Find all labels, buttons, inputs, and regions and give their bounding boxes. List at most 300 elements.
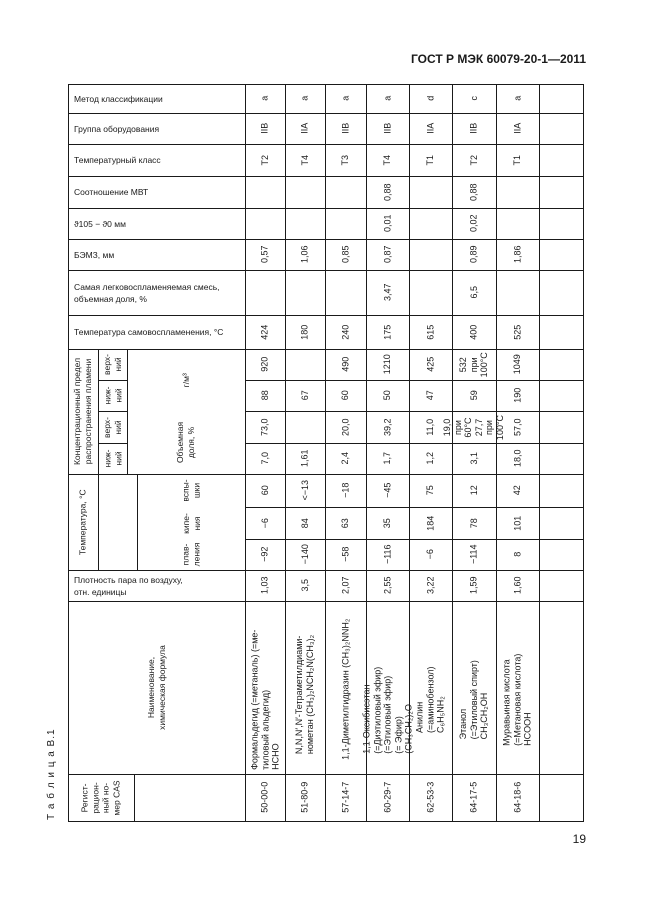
cell-value: 3,47 [382, 283, 393, 302]
header-temperature-text: Температура, °C [77, 489, 88, 555]
cell-melt [325, 539, 366, 570]
cell-bemz [496, 239, 539, 270]
cell-gm3-upper [366, 349, 409, 380]
header-flash-text [181, 479, 202, 501]
text-line: 19,0 [442, 418, 453, 436]
cell-temp-class [452, 144, 496, 176]
text-line: ний [112, 451, 123, 466]
cell-flash [285, 474, 325, 507]
cell-mix [366, 270, 409, 315]
cell-value: a [259, 95, 270, 102]
cell-temp-class [366, 144, 409, 176]
cell-method [409, 84, 452, 113]
text-line: ниж- [102, 386, 112, 405]
cell-value: 1,03 [259, 576, 270, 595]
cell-gm3-upper [409, 349, 452, 380]
cell-flash [245, 474, 285, 507]
cell-boil [245, 507, 285, 539]
header-boil-text [180, 513, 201, 534]
text-line: (=Диэтиловый эфир) [371, 666, 382, 754]
cell-bemz [285, 239, 325, 270]
cell-value: 64-18-6 [512, 781, 523, 814]
cell-gm3-upper [245, 349, 285, 380]
cell-value: 78 [468, 517, 479, 529]
header-cas-text [80, 780, 122, 815]
cell-bemz [325, 239, 366, 270]
cell-density [452, 570, 496, 601]
cell-gm3-lower [496, 380, 539, 411]
cell-gm3-lower [409, 380, 452, 411]
cell-value: 101 [512, 515, 523, 531]
cell-temp-class [285, 144, 325, 176]
cell-group [366, 113, 409, 144]
text-line: Наименование, [145, 656, 156, 719]
cell-value: 11,0 [425, 418, 436, 436]
cell-temp-class [409, 144, 452, 176]
header-name [68, 601, 245, 774]
cell-value: 39,2 [382, 418, 393, 436]
cell-value: 73,0 [259, 418, 270, 436]
document-header: ГОСТ Р МЭК 60079-20-1—2011 [411, 52, 586, 66]
cell-name [452, 601, 496, 774]
cell-value: 1,7 [382, 452, 393, 465]
header-boil [137, 507, 245, 539]
text-line: ления [190, 542, 201, 567]
text-line: тиловый альдегид) [259, 689, 270, 770]
text-line: 532 [458, 356, 469, 373]
text-line: Концентрационный предел [72, 357, 83, 466]
cell-value: T2 [259, 154, 270, 166]
text-line: Объемная [175, 421, 186, 464]
cell-value: 615 [425, 324, 436, 340]
cell-value: <−13 [299, 480, 310, 501]
cell-flash [409, 474, 452, 507]
text-line: Этанол [458, 708, 469, 739]
cell-vol-lower [496, 443, 539, 474]
cell-value: 525 [512, 324, 523, 340]
cell-density [409, 570, 452, 601]
text-line: при [453, 419, 463, 435]
text-line: распространения пламени [83, 358, 94, 465]
cell-value: 1,06 [299, 245, 310, 264]
cell-vol-lower [452, 443, 496, 474]
grid-line [68, 821, 584, 822]
cell-value: 18,0 [512, 449, 523, 468]
cell-flash [452, 474, 496, 507]
cell-value [340, 618, 351, 759]
header-vol [127, 411, 245, 474]
cell-value: 59 [468, 390, 479, 401]
text-line: C₆H₅NH₂ [435, 695, 446, 733]
cell-ignition [285, 315, 325, 349]
header-temp-class: Температурный класс [74, 155, 161, 165]
cell-melt [245, 539, 285, 570]
text-line: отн. единицы [74, 586, 127, 597]
cell-value: 0,87 [382, 245, 393, 264]
grid-line [98, 474, 99, 570]
text-line: HCOOH [522, 711, 533, 746]
text-line: нометан (CH₃)₂NCH₂N(CH₃)₂ [305, 634, 316, 754]
cell-ignition [366, 315, 409, 349]
text-line: ниж- [102, 449, 112, 468]
text-line: (=Метановая кислота) [512, 653, 523, 746]
cell-boil [496, 507, 539, 539]
header-gm3-upper [98, 349, 127, 380]
cell-mix [452, 270, 496, 315]
cell-value: 60-29-7 [382, 781, 393, 814]
cell-value: 0,85 [340, 245, 351, 264]
cell-theta [366, 208, 409, 239]
cell-value: T1 [425, 154, 436, 166]
cell-vol-lower [285, 443, 325, 474]
cell-value: 50-00-0 [259, 781, 270, 814]
text-line: Муравьиная кислота [501, 658, 512, 746]
cell-vol-lower [325, 443, 366, 474]
cell-ignition [409, 315, 452, 349]
text-line: (=Этиловый эфир) [382, 675, 393, 754]
text-line: ния [190, 515, 201, 531]
grid-line [583, 84, 584, 821]
cell-value: −6 [425, 549, 436, 560]
cell-value: 184 [425, 515, 436, 531]
cell-method [366, 84, 409, 113]
cell-value [361, 666, 414, 753]
cell-value: T2 [468, 154, 479, 166]
cell-temp-class [245, 144, 285, 176]
cell-value: 1049 [512, 354, 523, 375]
cell-value: 0,88 [382, 183, 393, 201]
cell-value [458, 660, 490, 739]
cell-value: 7,0 [259, 452, 270, 465]
cell-name [361, 601, 414, 774]
cell-value: 2,4 [340, 452, 351, 465]
cell-cas [409, 774, 452, 821]
cell-boil [285, 507, 325, 539]
cell-vol-upper [366, 411, 409, 443]
cell-value: a [512, 95, 523, 102]
text-line: 27,7 [474, 418, 484, 436]
cell-value: IIB [340, 122, 351, 135]
cell-group [285, 113, 325, 144]
grid-line [134, 774, 135, 821]
text-line: плав- [180, 543, 191, 566]
text-line: при [468, 357, 479, 372]
text-line: (= Эфир) [392, 715, 403, 754]
header-gm3 [127, 349, 245, 411]
header-cas [68, 774, 134, 821]
cell-value: 3,5 [299, 579, 310, 592]
cell-method [285, 84, 325, 113]
cell-value [458, 352, 490, 377]
cell-method [496, 84, 539, 113]
cell-name [409, 601, 452, 774]
header-flash [137, 474, 245, 507]
text-line: 100°C [495, 414, 505, 440]
cell-melt [285, 539, 325, 570]
cell-cas [496, 774, 539, 821]
cell-value: 1,2 [425, 452, 436, 465]
text-line: химическая формула [156, 645, 167, 730]
cell-melt [366, 539, 409, 570]
cell-cas [452, 774, 496, 821]
text-line: CH₃CH₂OH [479, 692, 490, 739]
text-line: верх- [102, 416, 112, 438]
cell-value: T3 [340, 154, 351, 166]
cell-vol-lower [366, 443, 409, 474]
cell-boil [452, 507, 496, 539]
cell-boil [366, 507, 409, 539]
cell-cas [366, 774, 409, 821]
text-line: (=Этиловый спирт) [468, 659, 479, 739]
text-line: мер CAS [111, 779, 122, 816]
text-line: (CH₃CH₂)₂O [403, 703, 414, 754]
cell-theta [452, 208, 496, 239]
cell-value: T4 [299, 154, 310, 166]
cell-group [245, 113, 285, 144]
text-line: Анилин [414, 701, 425, 733]
cell-value: 400 [468, 324, 479, 340]
cell-value: 180 [299, 324, 310, 340]
cell-value: 0,57 [259, 245, 270, 264]
header-gm3-upper-text [102, 354, 123, 375]
cell-value: 51-80-9 [299, 781, 310, 814]
cell-ignition [496, 315, 539, 349]
cell-value: 57-14-7 [340, 781, 351, 814]
header-melt [137, 539, 245, 570]
cell-value: 2,55 [382, 576, 393, 595]
cell-value: 6,5 [468, 286, 479, 299]
cell-bemz [245, 239, 285, 270]
cell-value: T1 [512, 154, 523, 166]
cell-value: 424 [259, 324, 270, 340]
cell-gm3-upper [325, 349, 366, 380]
text-line: N,N,N′,N′-Тетраметилдиами- [294, 635, 305, 754]
header-bemz: БЭМЗ, мм [74, 249, 115, 260]
cell-gm3-lower [245, 380, 285, 411]
cell-flash [325, 474, 366, 507]
cell-vol-upper [245, 411, 285, 443]
header-mix [74, 270, 241, 315]
cell-value: 1,86 [512, 245, 523, 264]
text-line: 1,1-Диметилгидразин (CH₃)₂NNH₂ [340, 618, 351, 760]
cell-value [502, 653, 534, 745]
cell-value: 3,22 [425, 576, 436, 595]
table-caption: Т а б л и ц а В.1 [46, 728, 57, 820]
cell-vol-lower [245, 443, 285, 474]
header-melt-text [180, 543, 201, 567]
header-method: Метод классификации [74, 93, 163, 104]
text-line: HCHO [270, 742, 281, 770]
cell-group [325, 113, 366, 144]
cell-value: c [468, 96, 479, 101]
page-number: 19 [572, 832, 586, 846]
text-line: ний [112, 357, 123, 372]
header-vol-text [175, 422, 196, 463]
cell-value: 42 [512, 485, 523, 496]
text-line: Самая легковоспламеняемая смесь, [74, 281, 220, 292]
cell-value: 75 [425, 485, 436, 496]
cell-value [249, 629, 281, 769]
cell-value: 88 [259, 390, 270, 401]
text-line: 100°C [479, 351, 490, 378]
cell-value: 920 [259, 356, 270, 373]
header-ignition: Температура самовоспламенения, °C [74, 327, 224, 337]
cell-temp-class [496, 144, 539, 176]
cell-value: 1,60 [512, 576, 523, 595]
header-theta: ϑ105 − ϑ0 мм [74, 218, 126, 229]
cell-value: −116 [382, 544, 393, 565]
cell-value: 12 [468, 485, 479, 496]
header-vol-lower-text [102, 450, 123, 468]
cell-value: 60 [340, 390, 351, 401]
cell-melt [452, 539, 496, 570]
cell-value: 1210 [382, 354, 393, 375]
header-name-text [146, 645, 167, 730]
cell-value: 47 [425, 390, 436, 401]
cell-density [366, 570, 409, 601]
text-line: кипе- [180, 512, 191, 534]
cell-value: 57,0 [512, 418, 523, 436]
cell-vol-upper [496, 411, 539, 443]
cell-value: 0,02 [468, 214, 479, 233]
cell-value: IIB [259, 122, 270, 135]
data-table [68, 84, 583, 821]
header-mvt: Соотношение МВТ [74, 187, 149, 197]
cell-value: −92 [259, 546, 270, 563]
cell-density [325, 570, 366, 601]
cell-method [325, 84, 366, 113]
cell-value: 60 [259, 485, 270, 496]
text-line: (=аминобензол) [425, 665, 436, 733]
cell-gm3-upper [496, 349, 539, 380]
cell-ignition [245, 315, 285, 349]
cell-value: 62-53-3 [425, 781, 436, 814]
text-line: при [484, 419, 495, 435]
cell-value: 3,1 [468, 452, 479, 465]
cell-value: 240 [340, 324, 351, 340]
header-temperature [68, 474, 98, 570]
cell-cas [325, 774, 366, 821]
cell-cas [245, 774, 285, 821]
grid-line [539, 84, 540, 821]
text-line: объемная доля, % [74, 293, 147, 304]
text-line: рацион- [90, 781, 101, 814]
cell-gm3-lower [325, 380, 366, 411]
text-line: Регист- [79, 783, 90, 812]
cell-value: T4 [382, 154, 393, 166]
cell-melt [409, 539, 452, 570]
cell-value: 8 [512, 551, 523, 558]
text-line: 60°C [463, 416, 474, 438]
cell-bemz [366, 239, 409, 270]
header-gm3-lower-text [102, 387, 123, 405]
header-vol-lower [98, 443, 127, 474]
cell-value: 1,61 [299, 449, 310, 468]
cell-value [295, 634, 316, 753]
cell-value: a [340, 95, 351, 102]
cell-value: 490 [340, 356, 351, 373]
cell-value: −140 [299, 544, 310, 565]
cell-ignition [452, 315, 496, 349]
cell-vol-upper [325, 411, 366, 443]
cell-value: 0,01 [382, 214, 393, 233]
cell-density [245, 570, 285, 601]
text-line: верх- [102, 354, 112, 375]
cell-name [245, 601, 285, 774]
text-line: Плотность пара по воздуху, [74, 574, 183, 585]
cell-value: 63 [340, 517, 351, 529]
cell-boil [325, 507, 366, 539]
text-line: ный но- [100, 782, 111, 813]
cell-value: 2,07 [340, 576, 351, 595]
cell-value: −6 [259, 517, 270, 529]
cell-ignition [325, 315, 366, 349]
text-line: 1,1-Оксибисэтан [361, 684, 372, 754]
text-line: ний [112, 388, 123, 403]
cell-value: 175 [382, 324, 393, 340]
cell-value: IIB [382, 122, 393, 135]
cell-cas [285, 774, 325, 821]
cell-value: IIA [299, 122, 310, 135]
cell-value: a [382, 95, 393, 102]
cell-boil [409, 507, 452, 539]
cell-value: 1,59 [468, 576, 479, 595]
cell-method [452, 84, 496, 113]
cell-value: −18 [340, 482, 351, 499]
cell-value: 84 [299, 517, 310, 529]
cell-density [285, 570, 325, 601]
cell-value: IIA [425, 122, 436, 135]
header-gm3-lower [98, 380, 127, 411]
cell-gm3-lower [452, 380, 496, 411]
cell-gm3-upper [452, 349, 496, 380]
cell-value: 0,89 [468, 245, 479, 264]
header-density [74, 570, 241, 601]
header-conc [68, 349, 98, 474]
cell-group [452, 113, 496, 144]
cell-method [245, 84, 285, 113]
cell-gm3-lower [366, 380, 409, 411]
cell-value: a [299, 95, 310, 102]
cell-value: 50 [382, 390, 393, 401]
cell-mvt [366, 176, 409, 208]
text-line: доля, % [185, 426, 196, 459]
text-line: шки [191, 482, 201, 499]
header-conc-text [73, 358, 94, 465]
cell-mvt [452, 176, 496, 208]
cell-value: IIA [512, 122, 523, 135]
header-vol-upper-text [102, 417, 123, 438]
cell-value: −45 [382, 482, 393, 499]
cell-group [409, 113, 452, 144]
cell-value: d [425, 95, 436, 102]
cell-gm3-lower [285, 380, 325, 411]
cell-value: 64-17-5 [468, 781, 479, 814]
cell-value: 190 [512, 387, 523, 404]
cell-density [496, 570, 539, 601]
cell-value: −114 [468, 544, 479, 565]
cell-group [496, 113, 539, 144]
cell-name [285, 601, 325, 774]
cell-value: 425 [425, 356, 436, 373]
text-line: Формальдегид (=метаналь) (=ме- [249, 629, 260, 770]
cell-vol-lower [409, 443, 452, 474]
cell-flash [366, 474, 409, 507]
text-line: ний [112, 419, 123, 435]
cell-value: 20,0 [340, 418, 351, 436]
cell-value: −58 [340, 546, 351, 563]
cell-melt [496, 539, 539, 570]
